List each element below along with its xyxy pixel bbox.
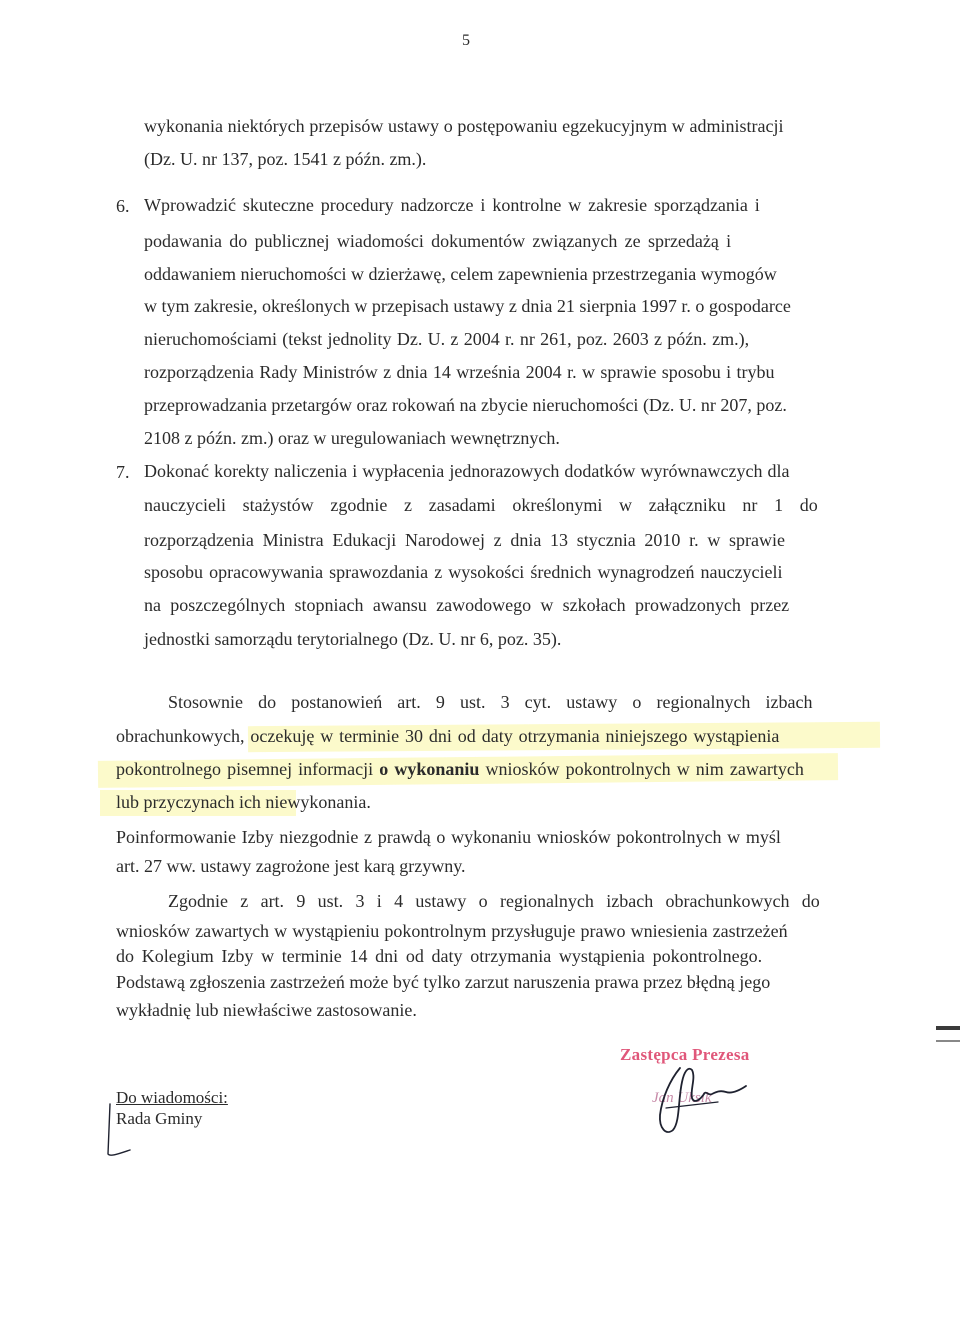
paragraph-number: 7. [116, 462, 130, 482]
signature-stamp-title: Zastępca Prezesa [620, 1045, 750, 1064]
paragraph-line: 2108 z późn. zm.) oraz w uregulowaniach wewnętrznych. [144, 428, 560, 448]
closing-line: wykładnię lub niewłaściwe zastosowanie. [116, 1000, 417, 1020]
paragraph-line: podawania do publicznej wiadomości dokumentów związanych ze sprzedażą i [144, 231, 732, 251]
closing-line: lub przyczynach ich niewykonania. [116, 792, 371, 812]
paragraph-line: Wprowadzić skuteczne procedury nadzorcze i kontrolne w zakresie sporządzania i [144, 195, 760, 215]
paragraph-line: rozporządzenia Ministra Edukacji Narodowej z dnia 13 stycznia 2010 r. w sprawie [144, 530, 785, 550]
handwritten-signature [640, 1060, 760, 1140]
paragraph-line: nauczycieli stażystów zgodnie z zasadami określonymi w załączniku nr 1 do [144, 495, 818, 515]
closing-line: Zgodnie z art. 9 ust. 3 i 4 ustawy o regionalnych izbach obrachunkowych do [168, 891, 820, 911]
closing-line: do Kolegium Izby w terminie 14 dni od daty otrzymania wystąpienia pokontrolnego. [116, 946, 763, 966]
scan-edge-mark [936, 1026, 960, 1030]
paragraph-line: przeprowadzania przetargów oraz rokowań na zbycie nieruchomości (Dz. U. nr 207, poz. [144, 395, 787, 415]
scan-edge-mark [936, 1040, 960, 1042]
closing-line: Stosownie do postanowień art. 9 ust. 3 cyt. ustawy o regionalnych izbach [168, 692, 813, 712]
closing-line: Poinformowanie Izby niezgodnie z prawdą o wykonaniu wniosków pokontrolnych w myśl [116, 827, 781, 847]
closing-line: pokontrolnego pisemnej informacji o wykonaniu wniosków pokontrolnych w nim zawartych [116, 759, 804, 779]
distribution-recipient: Rada Gminy [116, 1109, 203, 1128]
paragraph-line: na poszczególnych stopniach awansu zawodowego w szkołach prowadzonych przez [144, 595, 790, 615]
page-number: 5 [462, 32, 470, 49]
paragraph-line: wykonania niektórych przepisów ustawy o postępowaniu egzekucyjnym w administracji [144, 116, 784, 136]
distribution-label: Do wiadomości: [116, 1088, 228, 1107]
paragraph-line: (Dz. U. nr 137, poz. 1541 z późn. zm.). [144, 149, 427, 169]
paragraph-line: jednostki samorządu terytorialnego (Dz. U. nr 6, poz. 35). [144, 629, 562, 649]
paragraph-line: sposobu opracowywania sprawozdania z wysokości średnich wynagrodzeń nauczycieli [144, 562, 783, 582]
highlighted-text: oczekuję w terminie 30 dni od daty otrzymania niniejszego wystąpienia [244, 726, 780, 746]
bold-phrase: o wykonaniu [379, 759, 480, 779]
paragraph-line: oddawaniem nieruchomości w dzierżawę, celem zapewnienia przestrzegania wymogów [144, 264, 777, 284]
closing-line: wniosków zawartych w wystąpieniu pokontrolnym przysługuje prawo wniesienia zastrzeżeń [116, 921, 788, 941]
paragraph-line: w tym zakresie, określonych w przepisach ustawy z dnia 21 sierpnia 1997 r. o gospodarce [144, 296, 791, 316]
paragraph-line: Dokonać korekty naliczenia i wypłacenia jednorazowych dodatków wyrównawczych dla [144, 461, 790, 481]
closing-line: Podstawą zgłoszenia zastrzeżeń może być tylko zarzut naruszenia prawa przez błędną jego [116, 972, 771, 992]
closing-line: obrachunkowych, oczekuję w terminie 30 dni od daty otrzymania niniejszego wystąpienia [116, 726, 780, 746]
handwritten-bracket [104, 1102, 134, 1162]
paragraph-line: nieruchomościami (tekst jednolity Dz. U. z 2004 r. nr 261, poz. 2603 z późn. zm.), [144, 329, 750, 349]
paragraph-line: rozporządzenia Rady Ministrów z dnia 14 września 2004 r. w sprawie sposobu i trybu [144, 362, 775, 382]
closing-line: art. 27 ww. ustawy zagrożone jest karą grzywny. [116, 856, 466, 876]
paragraph-number: 6. [116, 196, 130, 216]
signature-stamp-name: Jan Uksik [652, 1090, 712, 1106]
